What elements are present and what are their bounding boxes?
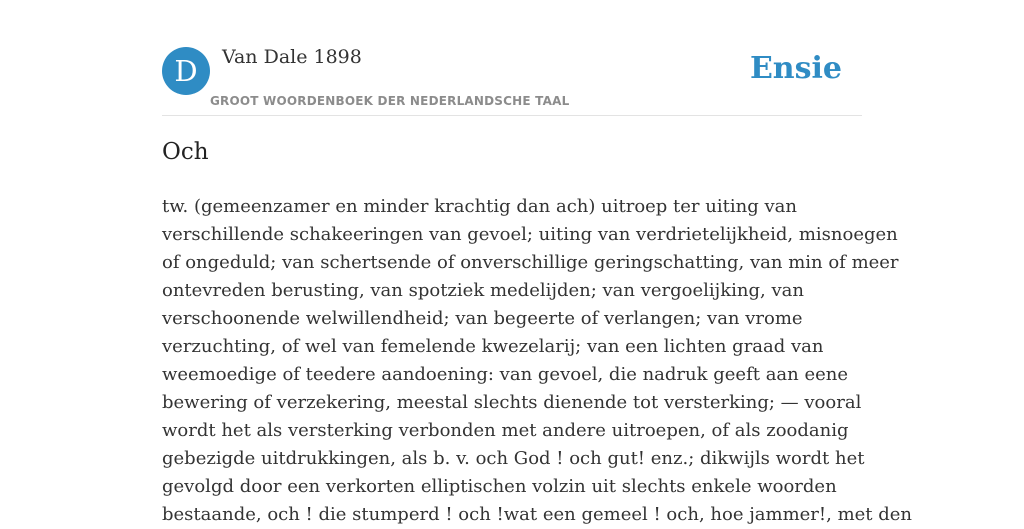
definition-line: wordt het als versterking verbonden met andere uitroepen, of als zoodanig — [162, 420, 849, 441]
definition-line: gevolgd door een verkorten elliptischen volzin uit slechts enkele woorden — [162, 476, 837, 497]
definition-line: verschoonende welwillendheid; van begeerte of verlangen; van vrome — [162, 308, 803, 329]
definition-line: of ongeduld; van schertsende of onverschillige geringschatting, van min of meer — [162, 252, 899, 273]
definition-line: weemoedige of teedere aandoening: van gevoel, die nadruk geeft aan eene — [162, 364, 849, 385]
definition-line: bestaande, och ! die stumperd ! och !wat een gemeel ! och, hoe jammer!, met den — [162, 504, 913, 525]
definition-line: tw. (gemeenzamer en minder krachtig dan ach) uitroep ter uiting van — [162, 196, 797, 217]
definition-line: verschillende schakeeringen van gevoel; uiting van verdrietelijkheid, misnoegen — [162, 224, 898, 245]
definition-line: gebezigde uitdrukkingen, als b. v. och God ! och gut! enz.; dikwijls wordt het — [162, 448, 865, 469]
dictionary-header — [162, 46, 862, 116]
entry-headword: Och — [162, 139, 209, 165]
definition-line: verzuchting, of wel van femelende kwezelarij; van een lichten graad van — [162, 336, 824, 357]
definition-line: ontevreden berusting, van spotziek medelijden; van vergoelijking, van — [162, 280, 804, 301]
source-subtitle: GROOT WOORDENBOEK DER NEDERLANDSCHE TAAL — [210, 94, 570, 108]
definition-line: bewering of verzekering, meestal slechts dienende tot versterking; — vooral — [162, 392, 862, 413]
ensie-logo-link[interactable]: Ensie — [749, 51, 842, 86]
source-title-link[interactable]: Van Dale 1898 — [222, 46, 362, 68]
dictionary-avatar[interactable]: D — [162, 47, 210, 95]
entry-definition — [162, 193, 913, 529]
